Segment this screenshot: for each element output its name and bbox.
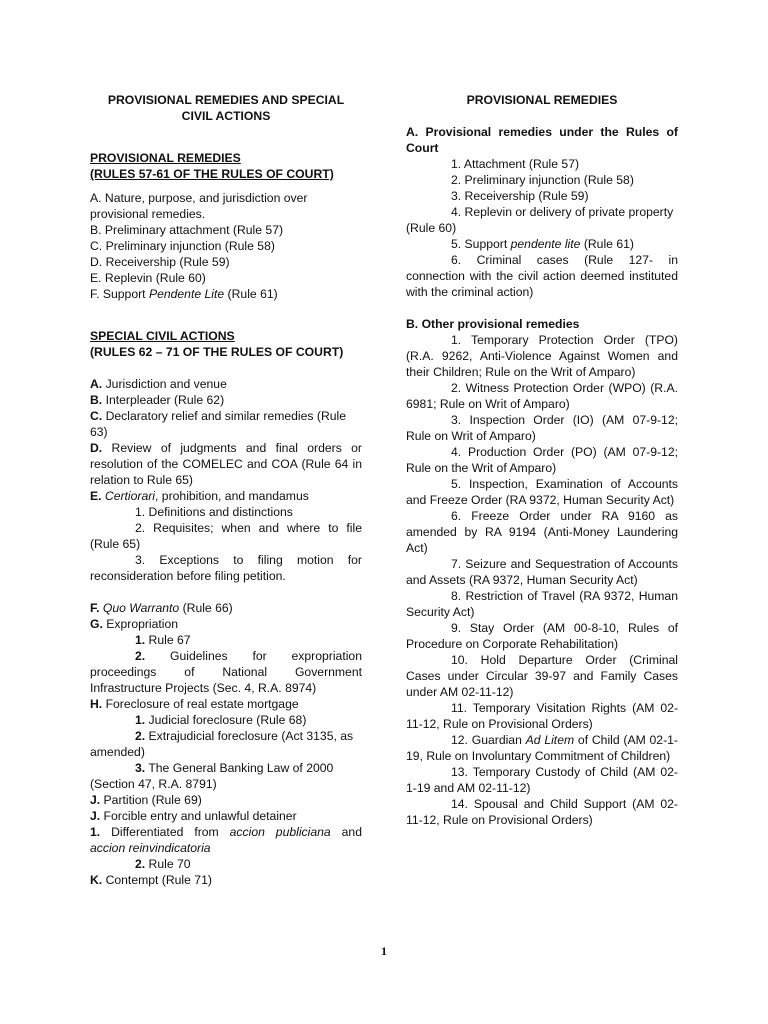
sca-item-h-1: 1. Judicial foreclosure (Rule 68) xyxy=(135,713,307,727)
prov-item-e: E. Replevin (Rule 60) xyxy=(90,271,206,285)
a-item-4: 4. Replevin or delivery of private property (Rule 60) xyxy=(406,205,674,235)
sca-item-j-forcible-entry: J. Forcible entry and unlawful detainer xyxy=(90,809,297,823)
sca-item-g: G. Expropriation xyxy=(90,617,179,631)
document-title-line-2: CIVIL ACTIONS xyxy=(181,109,271,123)
b-item-2: 2. Witness Protection Order (WPO) (R.A. 6981; Rule on Writ of Amparo) xyxy=(406,381,678,411)
sca-item-j-partition: J. Partition (Rule 69) xyxy=(90,793,202,807)
prov-item-b: B. Preliminary attachment (Rule 57) xyxy=(90,223,284,237)
b-item-12: 12. Guardian Ad Litem of Child (AM 02-1-19, Rule on Involuntary Commitment of Children) xyxy=(406,733,678,763)
sca-item-c: C. Declaratory relief and similar remedies (Rule 63) xyxy=(90,409,347,439)
b-item-3: 3. Inspection Order (IO) (AM 07-9-12; Rule on Writ of Amparo) xyxy=(406,413,678,443)
page-number: 1 xyxy=(381,944,387,958)
sca-item-a: A. Jurisdiction and venue xyxy=(90,377,227,391)
b-item-13: 13. Temporary Custody of Child (AM 02-1-19 and AM 02-11-12) xyxy=(406,765,678,795)
sca-item-h-2: 2. Extrajudicial foreclosure (Act 3135, as amended) xyxy=(90,729,354,759)
sca-item-e-1: 1. Definitions and distinctions xyxy=(135,505,293,519)
b-item-11: 11. Temporary Visitation Rights (AM 02-11-12, Rule on Provisional Orders) xyxy=(406,701,678,731)
a-item-3: 3. Receivership (Rule 59) xyxy=(451,189,589,203)
a-item-2: 2. Preliminary injunction (Rule 58) xyxy=(451,173,634,187)
prov-item-a: A. Nature, purpose, and jurisdiction over provisional remedies. xyxy=(90,191,308,221)
document-title-line-1: PROVISIONAL REMEDIES AND SPECIAL xyxy=(107,93,345,107)
sca-item-g-1: 1. Rule 67 xyxy=(135,633,191,647)
sca-item-h-3: 3. The General Banking Law of 2000 (Section 47, R.A. 8791) xyxy=(90,761,334,791)
a-item-1: 1. Attachment (Rule 57) xyxy=(451,157,580,171)
sca-item-f: F. Quo Warranto (Rule 66) xyxy=(90,601,233,615)
sca-item-g-2: 2. Guidelines for expropriation proceedings of National Government Infrastructure Projects (Sec. 4, R.A. 8974) xyxy=(90,649,362,695)
sca-item-e: E. Certiorari, prohibition, and mandamus xyxy=(90,489,309,503)
b-item-4: 4. Production Order (PO) (AM 07-9-12; Rule on the Writ of Amparo) xyxy=(406,445,678,475)
b-item-5: 5. Inspection, Examination of Accounts and Freeze Order (RA 9372, Human Security Act) xyxy=(406,477,678,507)
sca-item-d: D. Review of judgments and final orders or resolution of the COMELEC and COA (Rule 64 in relation to Rule 65) xyxy=(90,441,362,487)
b-item-14: 14. Spousal and Child Support (AM 02-11-12, Rule on Provisional Orders) xyxy=(406,797,678,827)
prov-item-d: D. Receivership (Rule 59) xyxy=(90,255,230,269)
right-column xyxy=(406,92,678,828)
b-item-1: 1. Temporary Protection Order (TPO) (R.A. 9262, Anti-Violence Against Women and their Children; Rule on the Writ of Amparo) xyxy=(406,333,678,379)
sca-item-j-1: 1. Differentiated from accion publiciana and accion reinvindicatoria xyxy=(90,825,362,855)
sca-item-j-2: 2. Rule 70 xyxy=(135,857,191,871)
sca-item-k: K. Contempt (Rule 71) xyxy=(90,873,212,887)
prov-item-c: C. Preliminary injunction (Rule 58) xyxy=(90,239,275,253)
sca-item-e-3: 3. Exceptions to filing motion for reconsideration before filing petition. xyxy=(90,553,362,583)
section-a-heading: A. Provisional remedies under the Rules of Court xyxy=(406,125,678,155)
provisional-remedies-heading: PROVISIONAL REMEDIES xyxy=(90,151,241,165)
b-item-9: 9. Stay Order (AM 00-8-10, Rules of Procedure on Corporate Rehabilitation) xyxy=(406,621,678,651)
sca-item-b: B. Interpleader (Rule 62) xyxy=(90,393,225,407)
right-title: PROVISIONAL REMEDIES xyxy=(466,93,618,107)
left-column xyxy=(90,92,362,888)
a-item-5: 5. Support pendente lite (Rule 61) xyxy=(451,237,634,251)
section-b-heading: B. Other provisional remedies xyxy=(406,317,580,331)
special-civil-actions-rules-heading: (RULES 62 – 71 OF THE RULES OF COURT) xyxy=(90,345,344,359)
sca-item-h: H. Foreclosure of real estate mortgage xyxy=(90,697,299,711)
b-item-7: 7. Seizure and Sequestration of Accounts and Assets (RA 9372, Human Security Act) xyxy=(406,557,678,587)
sca-item-e-2: 2. Requisites; when and where to file (Rule 65) xyxy=(90,521,362,551)
prov-item-f: F. Support Pendente Lite (Rule 61) xyxy=(90,287,278,301)
b-item-6: 6. Freeze Order under RA 9160 as amended by RA 9194 (Anti-Money Laundering Act) xyxy=(406,509,678,555)
a-item-6: 6. Criminal cases (Rule 127- in connection with the civil action deemed instituted with the criminal action) xyxy=(406,253,678,299)
b-item-8: 8. Restriction of Travel (RA 9372, Human Security Act) xyxy=(406,589,678,619)
special-civil-actions-heading: SPECIAL CIVIL ACTIONS xyxy=(90,329,235,343)
b-item-10: 10. Hold Departure Order (Criminal Cases under Circular 39-97 and Family Cases under AM 02-11-12) xyxy=(406,653,678,699)
provisional-remedies-rules-heading: (RULES 57-61 OF THE RULES OF COURT) xyxy=(90,167,334,181)
